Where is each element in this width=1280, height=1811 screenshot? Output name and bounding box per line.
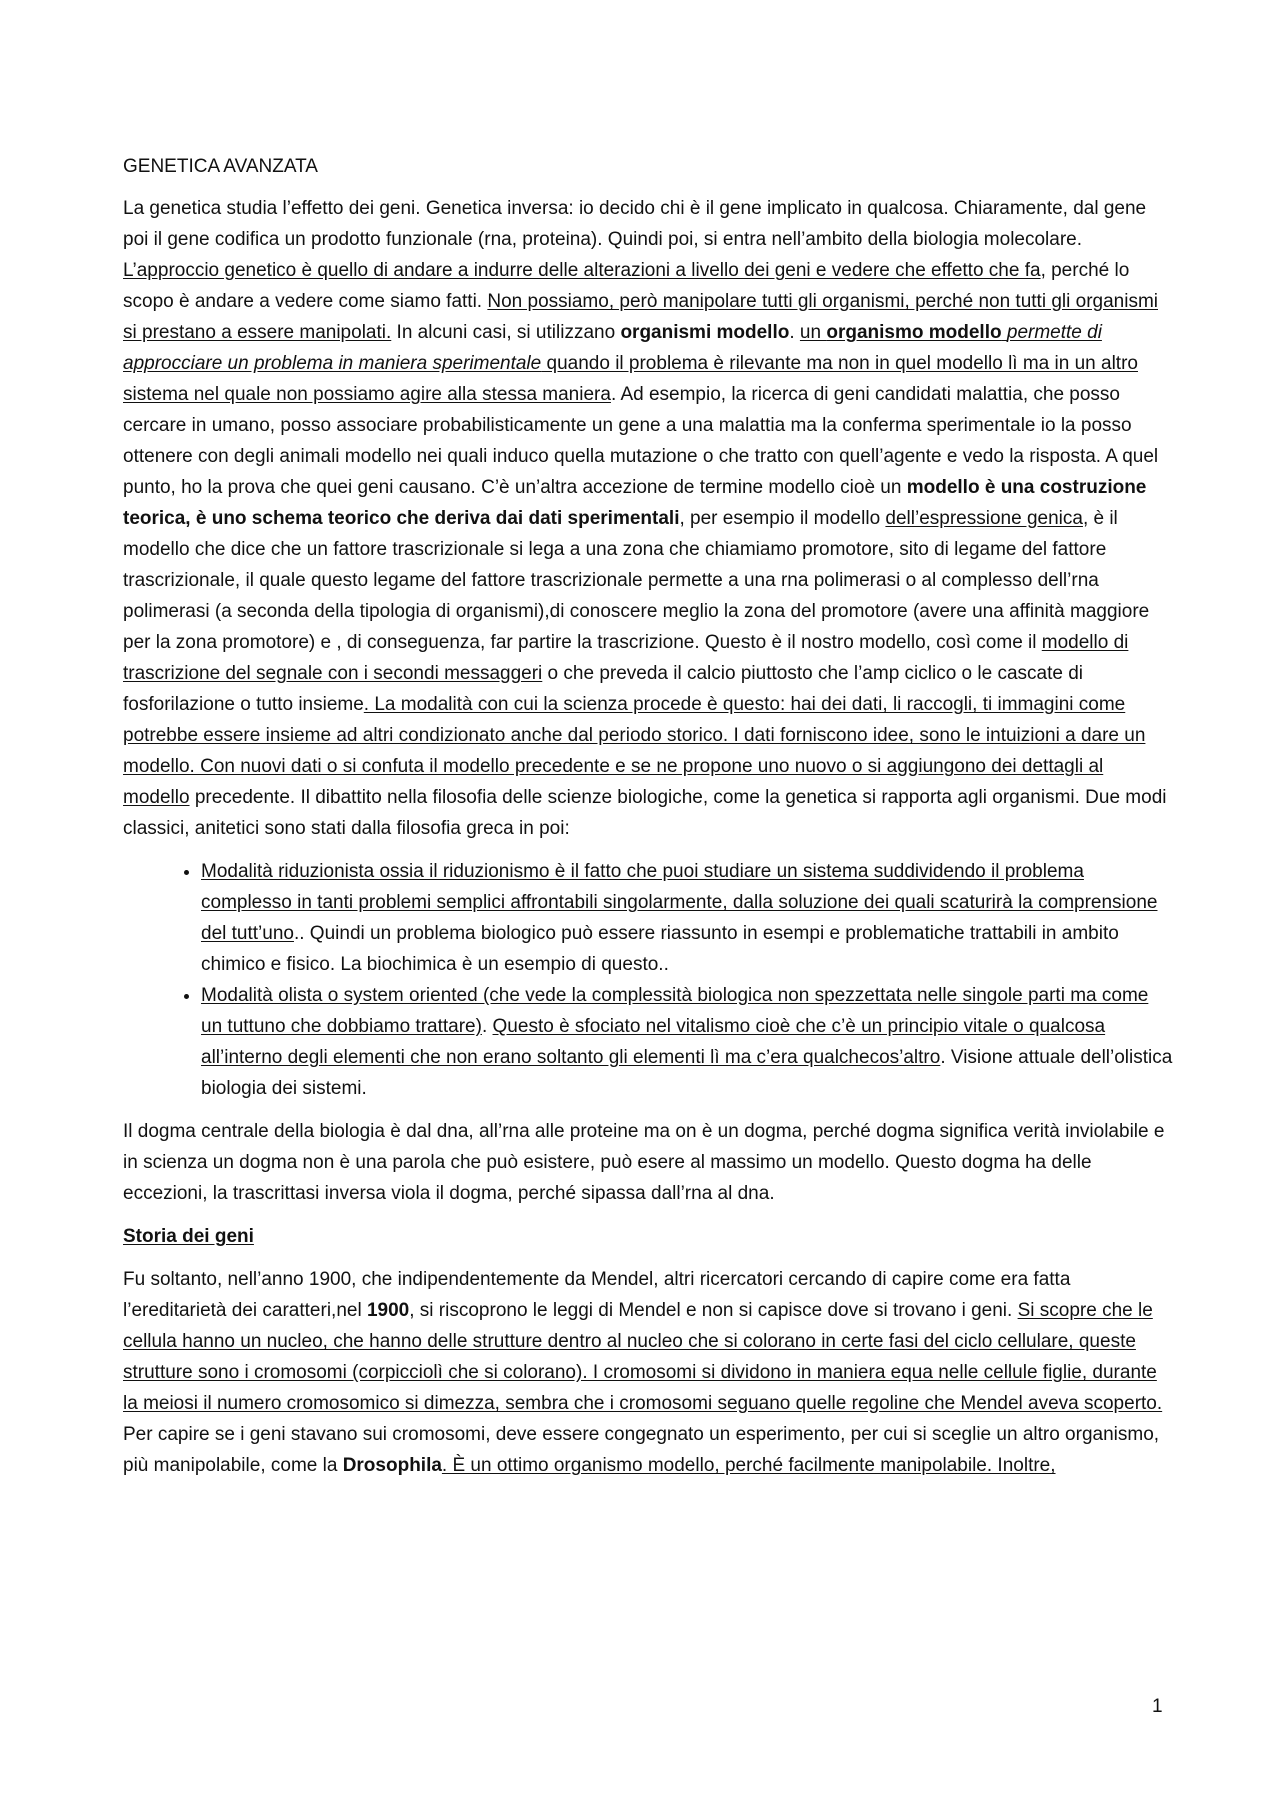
text-run: . È un ottimo organismo modello, perché facilmente manipolabile. Inoltre,: [441, 1455, 1056, 1476]
text-run: 1900: [366, 1300, 410, 1321]
text-run: La genetica studia l’effetto dei geni. Genetica inversa: io decido chi è il gene implicato in qualcosa. Chiaramente, dal gene poi il gene codifica un prodotto funzionale (rna, proteina). Quindi poi, si entra nell’ambito della biologia molecolare.: [123, 198, 1147, 250]
section-heading-storia-dei-geni: Storia dei geni: [123, 1226, 254, 1247]
text-run: dell’espressione genica: [885, 508, 1083, 529]
text-run: quando il problema è rilevante ma non in quel modello lì ma in un altro sistema nel quale non possiamo agire alla stessa maniera: [123, 353, 1138, 405]
text-run: Per capire se i geni stavano sui cromosomi, deve essere congegnato un esperimento, per cui si sceglie un altro organismo, più manipolabile, come la: [123, 1424, 1160, 1476]
text-run: . La modalità con cui la scienza procede è questo: hai dei dati, li raccogli, ti immagini come potrebbe essere insieme ad altri condizionato anche dal periodo storico. I dati forniscono idee, sono le intuizioni a dare un modello. Con nuovi dati o si confuta il modello precedente e se ne propone uno nuovo o si aggiungono dei dettagli al modello: [123, 694, 1146, 808]
text-run: Questo è sfociato nel vitalismo cioè che c’è un principio vitale o qualcosa all’interno degli elementi che non erano soltanto gli elementi lì ma c’era qualchecos’altro: [201, 1016, 1106, 1068]
text-run: , per esempio il modello: [679, 508, 886, 529]
text-run: o che preveda il calcio piuttosto che l’amp ciclico o le cascate di fosforilazione o tutto insieme: [123, 663, 1084, 715]
text-run: Fu soltanto, nell’anno 1900, che indipendentemente da Mendel, altri ricercatori cercando di capire come era fatta l’ereditarietà dei caratteri,nel: [123, 1269, 1071, 1321]
text-run: , è il modello che dice che un fattore trascrizionale si lega a una zona che chiamiamo promotore, sito di legame del fattore trascrizionale, il quale questo legame del fattore trascrizionale permette a una rna polimerasi o al complesso dell’rna polimerasi (a seconda della tipologia di organismi),di conoscere meglio la zona del promotore (avere una affinità maggiore per la zona promotore) e , di conseguenza, far partire la trascrizione. Questo è il nostro modello, così come il: [123, 508, 1150, 653]
text-run: Drosophila: [342, 1455, 442, 1476]
approach-list: [123, 856, 1173, 1104]
text-run: L’approccio genetico è quello di andare a indurre delle alterazioni a livello dei geni e vedere che effetto che fa: [123, 260, 1041, 281]
text-run: permette di approcciare un problema in maniera sperimentale: [123, 322, 1102, 374]
list-item-reductionism: [201, 856, 1173, 980]
text-run: . Visione attuale dell’olistica biologia dei sistemi.: [201, 1047, 1173, 1099]
page-number: 1: [1152, 1696, 1163, 1717]
text-run: .. Quindi un problema biologico può essere riassunto in esempi e problematiche trattabili in ambito chimico e fisico. La biochimica è un esempio di questo..: [201, 923, 1119, 975]
text-run: .: [481, 1016, 493, 1037]
intro-paragraph: [123, 193, 1173, 844]
document-title: GENETICA AVANZATA: [123, 156, 318, 177]
text-run: Si scopre che le cellula hanno un nucleo, che hanno delle strutture dentro al nucleo che si colorano in certe fasi del ciclo cellulare, queste strutture sono i cromosomi (corpicciolì che si colorano). I cromosomi si dividono in maniera equa nelle cellule figlie, durante la meiosi il numero cromosomico si dimezza, sembra che i cromosomi seguano quelle regoline che Mendel aveva scoperto.: [123, 1300, 1163, 1414]
document-body: [123, 151, 1173, 1493]
text-run: organismi modello: [620, 322, 790, 343]
text-run: precedente. Il dibattito nella filosofia delle scienze biologiche, come la genetica si rapporta agli organismi. Due modi classici, anitetici sono stati dalla filosofia greca in poi:: [123, 787, 1167, 839]
text-run: .: [789, 322, 800, 343]
text-run: un: [799, 322, 827, 343]
text-run: modello di trascrizione del segnale con i secondi messaggeri: [123, 632, 1129, 684]
text-run: , perché lo scopo è andare a vedere come siamo fatti.: [123, 260, 1130, 312]
history-paragraph: [123, 1264, 1173, 1481]
text-run: In alcuni casi, si utilizzano: [391, 322, 621, 343]
text-run: Il dogma centrale della biologia è dal dna, all’rna alle proteine ma on è un dogma, perché dogma significa verità inviolabile e in scienza un dogma non è una parola che può esistere, può esere al massimo un modello. Questo dogma ha delle eccezioni, la trascrittasi inversa viola il dogma, perché sipassa dall’rna al dna.: [123, 1121, 1165, 1204]
dogma-paragraph: [123, 1116, 1173, 1209]
text-run: modello è una costruzione teorica, è uno schema teorico che deriva dai dati sperimentali: [123, 477, 1147, 529]
text-run: , si riscoprono le leggi di Mendel e non si capisce dove si trovano i geni.: [409, 1300, 1018, 1321]
list-item-holism: [201, 980, 1173, 1104]
text-run: organismo modello: [826, 322, 1002, 343]
text-run: Non possiamo, però manipolare tutti gli organismi, perché non tutti gli organismi si prestano a essere manipolati.: [123, 291, 1158, 343]
text-run: Modalità olista o system oriented (che vede la complessità biologica non spezzettata nelle singole parti ma come un tuttuno che dobbiamo trattare): [201, 985, 1149, 1037]
text-run: Modalità riduzionista ossia il riduzionismo è il fatto che puoi studiare un sistema suddividendo il problema complesso in tanti problemi semplici affrontabili singolarmente, dalla soluzione dei quali scaturirà la comprensione del tutt’uno: [201, 861, 1158, 944]
text-run: . Ad esempio, la ricerca di geni candidati malattia, che posso cercare in umano, posso associare probabilisticamente un gene a una malattia ma la conferma sperimentale io la posso ottenere con degli animali modello nei quali induco quella mutazione o che tratto con quell’agente e vedo la risposta. A quel punto, ho la prova che quei geni causano. C’è un’altra accezione de termine modello cioè un: [123, 384, 1159, 498]
